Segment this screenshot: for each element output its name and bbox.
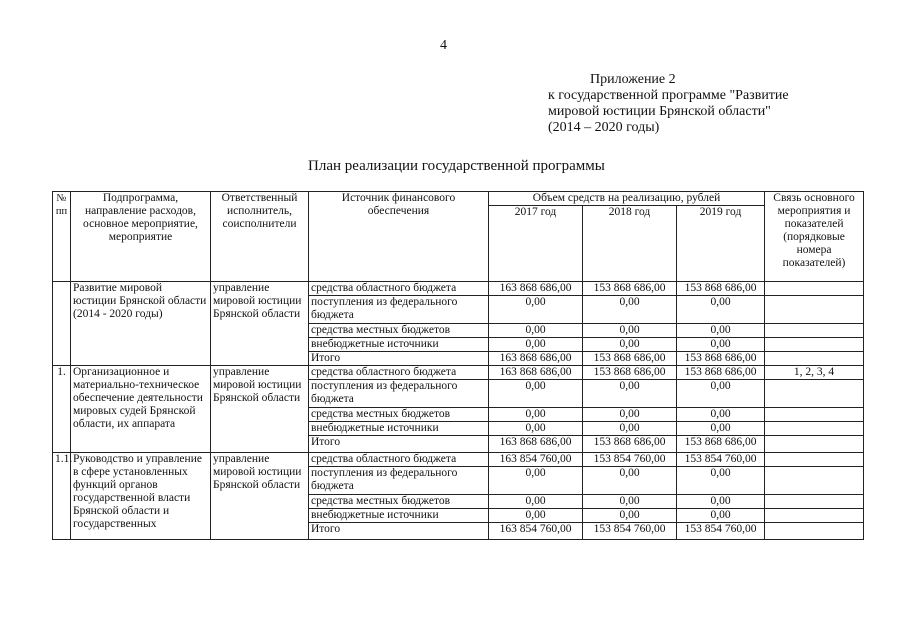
indicator-link [765, 380, 864, 408]
row-number [53, 282, 71, 366]
amount-2019: 153 854 760,00 [677, 453, 765, 467]
header-2018: 2018 год [583, 206, 677, 282]
amount-2019: 0,00 [677, 296, 765, 324]
header-2017: 2017 год [489, 206, 583, 282]
indicator-link [765, 509, 864, 523]
amount-2017: 163 868 686,00 [489, 366, 583, 380]
appendix-line-2: к государственной программе "Развитие [548, 88, 789, 103]
amount-2018: 0,00 [583, 296, 677, 324]
amount-2018: 0,00 [583, 324, 677, 338]
row-number: 1.1. [53, 453, 71, 540]
row-number: 1. [53, 366, 71, 453]
header-source: Источник финансового обеспечения [309, 192, 489, 282]
indicator-link [765, 296, 864, 324]
funding-source: внебюджетные источники [309, 509, 489, 523]
funding-source: средства областного бюджета [309, 366, 489, 380]
plan-table [52, 191, 864, 540]
amount-2018: 153 854 760,00 [583, 453, 677, 467]
indicator-link [765, 338, 864, 352]
amount-2017: 163 854 760,00 [489, 453, 583, 467]
funding-source: средства областного бюджета [309, 282, 489, 296]
funding-source: средства областного бюджета [309, 453, 489, 467]
subprogram-name: Развитие мировой юстиции Брянской области (2014 - 2020 годы) [71, 282, 211, 366]
funding-source: средства местных бюджетов [309, 408, 489, 422]
amount-2019: 0,00 [677, 324, 765, 338]
indicator-link [765, 523, 864, 540]
responsible-executor: управление мировой юстиции Брянской области [211, 366, 309, 453]
amount-2017: 0,00 [489, 422, 583, 436]
funding-source: поступления из федерального бюджета [309, 380, 489, 408]
table-row [53, 366, 864, 380]
document-title: План реализации государственной программы [308, 158, 605, 174]
indicator-link [765, 436, 864, 453]
amount-2019: 0,00 [677, 380, 765, 408]
appendix-header [548, 72, 789, 136]
amount-2019: 153 868 686,00 [677, 352, 765, 366]
table-row [53, 453, 864, 467]
header-subprogram: Подпрограмма, направление расходов, основное мероприятие, мероприятие [71, 192, 211, 282]
funding-source: поступления из федерального бюджета [309, 467, 489, 495]
amount-2018: 153 868 686,00 [583, 282, 677, 296]
amount-2019: 153 868 686,00 [677, 436, 765, 453]
appendix-line-3: мировой юстиции Брянской области" [548, 104, 771, 119]
header-num: № пп [53, 192, 71, 282]
header-2019: 2019 год [677, 206, 765, 282]
indicator-link [765, 324, 864, 338]
funding-source: внебюджетные источники [309, 338, 489, 352]
amount-2017: 163 868 686,00 [489, 282, 583, 296]
indicator-link [765, 408, 864, 422]
indicator-link [765, 282, 864, 296]
table-row [53, 282, 864, 296]
subprogram-name: Руководство и управление в сфере установленных функций органов государственной власти Брянской области и государственных [71, 453, 211, 540]
amount-2019: 153 854 760,00 [677, 523, 765, 540]
plan-table-body [53, 282, 864, 540]
amount-2019: 0,00 [677, 422, 765, 436]
amount-2017: 0,00 [489, 467, 583, 495]
funding-source: Итого [309, 436, 489, 453]
amount-2018: 0,00 [583, 509, 677, 523]
amount-2017: 0,00 [489, 380, 583, 408]
amount-2017: 0,00 [489, 495, 583, 509]
funding-source: поступления из федерального бюджета [309, 296, 489, 324]
amount-2017: 0,00 [489, 509, 583, 523]
amount-2017: 0,00 [489, 324, 583, 338]
amount-2017: 0,00 [489, 296, 583, 324]
amount-2017: 163 868 686,00 [489, 436, 583, 453]
indicator-link: 1, 2, 3, 4 [765, 366, 864, 380]
funding-source: Итого [309, 352, 489, 366]
amount-2019: 0,00 [677, 338, 765, 352]
funding-source: средства местных бюджетов [309, 324, 489, 338]
header-volume: Объем средств на реализацию, рублей [489, 192, 765, 206]
subprogram-name: Организационное и материально-техническое обеспечение деятельности мировых судей Брянской области, их аппарата [71, 366, 211, 453]
amount-2018: 0,00 [583, 408, 677, 422]
amount-2019: 153 868 686,00 [677, 282, 765, 296]
funding-source: Итого [309, 523, 489, 540]
amount-2017: 0,00 [489, 338, 583, 352]
responsible-executor: управление мировой юстиции Брянской области [211, 282, 309, 366]
indicator-link [765, 453, 864, 467]
amount-2019: 153 868 686,00 [677, 366, 765, 380]
page-number: 4 [440, 38, 447, 53]
indicator-link [765, 467, 864, 495]
appendix-line-4: (2014 – 2020 годы) [548, 120, 660, 135]
amount-2018: 153 868 686,00 [583, 436, 677, 453]
amount-2017: 163 854 760,00 [489, 523, 583, 540]
amount-2018: 0,00 [583, 495, 677, 509]
amount-2018: 0,00 [583, 422, 677, 436]
amount-2019: 0,00 [677, 408, 765, 422]
indicator-link [765, 422, 864, 436]
indicator-link [765, 495, 864, 509]
responsible-executor: управление мировой юстиции Брянской области [211, 453, 309, 540]
amount-2019: 0,00 [677, 495, 765, 509]
funding-source: внебюджетные источники [309, 422, 489, 436]
header-responsible: Ответственный исполнитель, соисполнители [211, 192, 309, 282]
appendix-line-1: Приложение 2 [590, 72, 676, 87]
amount-2018: 153 854 760,00 [583, 523, 677, 540]
indicator-link [765, 352, 864, 366]
amount-2017: 163 868 686,00 [489, 352, 583, 366]
amount-2019: 0,00 [677, 467, 765, 495]
funding-source: средства местных бюджетов [309, 495, 489, 509]
amount-2018: 0,00 [583, 338, 677, 352]
amount-2018: 153 868 686,00 [583, 352, 677, 366]
amount-2019: 0,00 [677, 509, 765, 523]
amount-2017: 0,00 [489, 408, 583, 422]
amount-2018: 0,00 [583, 380, 677, 408]
header-link: Связь основного мероприятия и показателей (порядковые номера показателей) [765, 192, 864, 282]
amount-2018: 153 868 686,00 [583, 366, 677, 380]
amount-2018: 0,00 [583, 467, 677, 495]
